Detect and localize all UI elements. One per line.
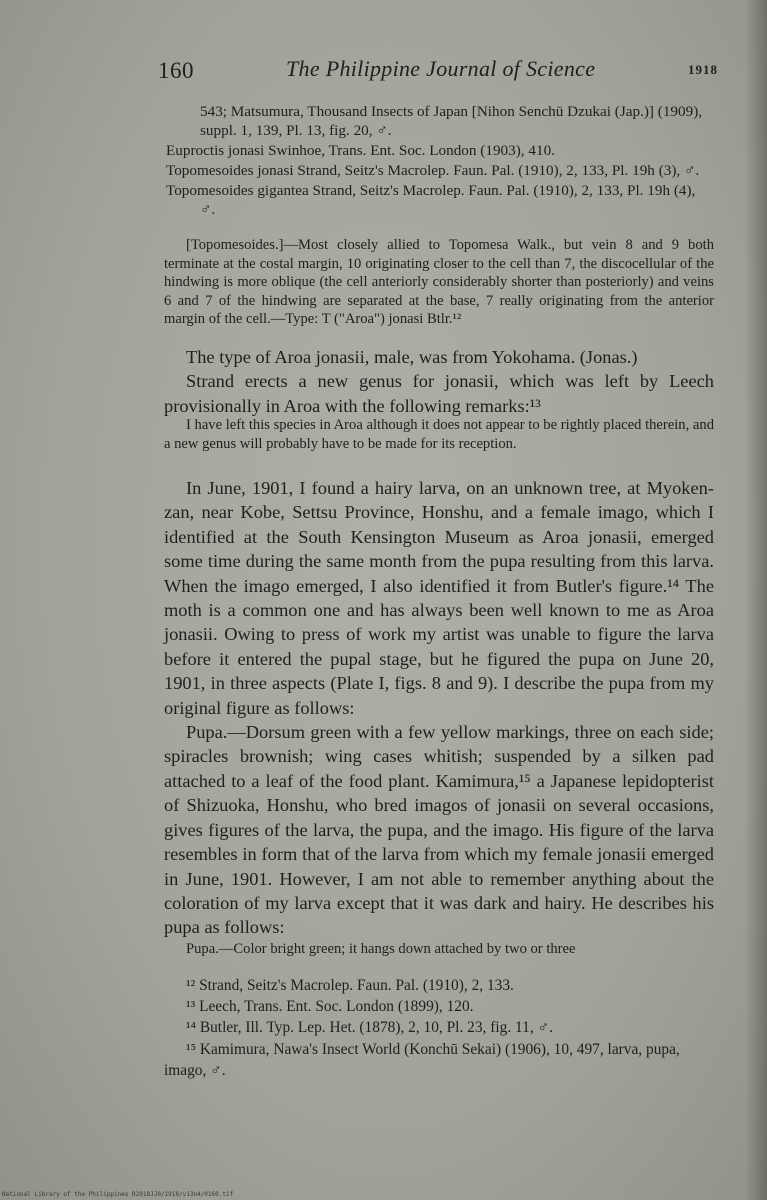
kamimura-quote-block (164, 940, 714, 959)
citation: Euproctis jonasi Swinhoe, Trans. Ent. Soc. London (1903), 410. (166, 142, 555, 159)
footnote: ¹³ Leech, Trans. Ent. Soc. London (1899), 120. (186, 998, 474, 1016)
genus-note-block (164, 236, 714, 329)
footnotes (164, 975, 714, 1081)
genus-note: [Topomesoides.]—Most closely allied to Topomesa Walk., but vein 8 and 9 both terminate at the costal margin, 10 originating closer to the cell than 7, the discocellular of the hindwing is more oblique (the cell anteriorly considerably shorter than posteriorly) and veins 6 and 7 of the hindwing are separated at the base, 7 really originating from the anterior margin of the cell.—Type: T ("Aroa") jonasi Btlr.¹² (164, 237, 714, 328)
footnote: ¹² Strand, Seitz's Macrolep. Faun. Pal. (1910), 2, 133. (186, 977, 514, 994)
synonymy-citations (166, 102, 714, 220)
journal-title: The Philippine Journal of Science (286, 56, 596, 81)
running-header (158, 56, 718, 90)
scan-stamp: National Library of the Philippines R2018JJ0/1918/v13n4/0160.tif (2, 1191, 234, 1198)
type-block (164, 345, 714, 418)
main-text-block (164, 476, 714, 940)
strand-line: Strand erects a new genus for jonasii, which was left by Leech provisionally in Aroa with the following remarks:¹³ (164, 371, 714, 416)
footnote: ¹⁵ Kamimura, Nawa's Insect World (Konchū Sekai) (1906), 10, 497, larva, pupa, imago, ♂. (164, 1040, 680, 1079)
header-year: 1918 (688, 62, 718, 77)
leech-quote: I have left this species in Aroa although it does not appear to be rightly placed therein, and a new genus will probably have to be made for its reception. (164, 417, 714, 452)
type-line: The type of Aroa jonasii, male, was from Yokohama. (Jonas.) (186, 347, 638, 367)
footnote: ¹⁴ Butler, Ill. Typ. Lep. Het. (1878), 2, 10, Pl. 23, fig. 11, ♂. (186, 1019, 553, 1037)
page-number: 160 (158, 58, 194, 83)
june-paragraph: In June, 1901, I found a hairy larva, on an unknown tree, at Myoken-zan, near Kobe, Settsu Province, Honshu, and a female imago, which I identified at the South Kensington Museum as Aroa jonasii, emerged some time during the same month from the pupa resulting from this larva. When the imago emerged, I also identified it from Butler's figure.¹⁴ The moth is a common one and has always been well known to me as Aroa jonasii. Owing to press of work my artist was unable to figure the larva before it entered the pupal stage, but he figured the pupa on June 20, 1901, in three aspects (Plate I, figs. 8 and 9). I describe the pupa from my original figure as follows: (164, 478, 714, 718)
citation: Topomesoides jonasi Strand, Seitz's Macrolep. Faun. Pal. (1910), 2, 133, Pl. 19h (3), ♂. (166, 162, 700, 179)
kamimura-quote: Pupa.—Color bright green; it hangs down attached by two or three (186, 941, 576, 957)
citation: 543; Matsumura, Thousand Insects of Japan [Nihon Senchū Dzukai (Jap.)] (1909), suppl. 1, 139, Pl. 13, fig. 20, ♂. (200, 103, 703, 139)
citation: Topomesoides gigantea Strand, Seitz's Macrolep. Faun. Pal. (1910), 2, 133, Pl. 19h (4), ♂. (166, 182, 696, 218)
pupa-paragraph: Pupa.—Dorsum green with a few yellow markings, three on each side; spiracles brownish; wing cases whitish; suspended by a silken pad attached to a leaf of the food plant. Kamimura,¹⁵ a Japanese lepidopterist of Shizuoka, Honshu, who bred imagos of jonasii on several occasions, gives figures of the larva, the pupa, and the imago. His figure of the larva resembles in form that of the larva from which my female jonasii emerged in June, 1901. However, I am not able to remember anything about the coloration of my larva except that it was dark and hairy. He describes his pupa as follows: (164, 722, 714, 938)
leech-quote-block (164, 416, 714, 453)
page-edge-shadow (745, 0, 767, 1200)
